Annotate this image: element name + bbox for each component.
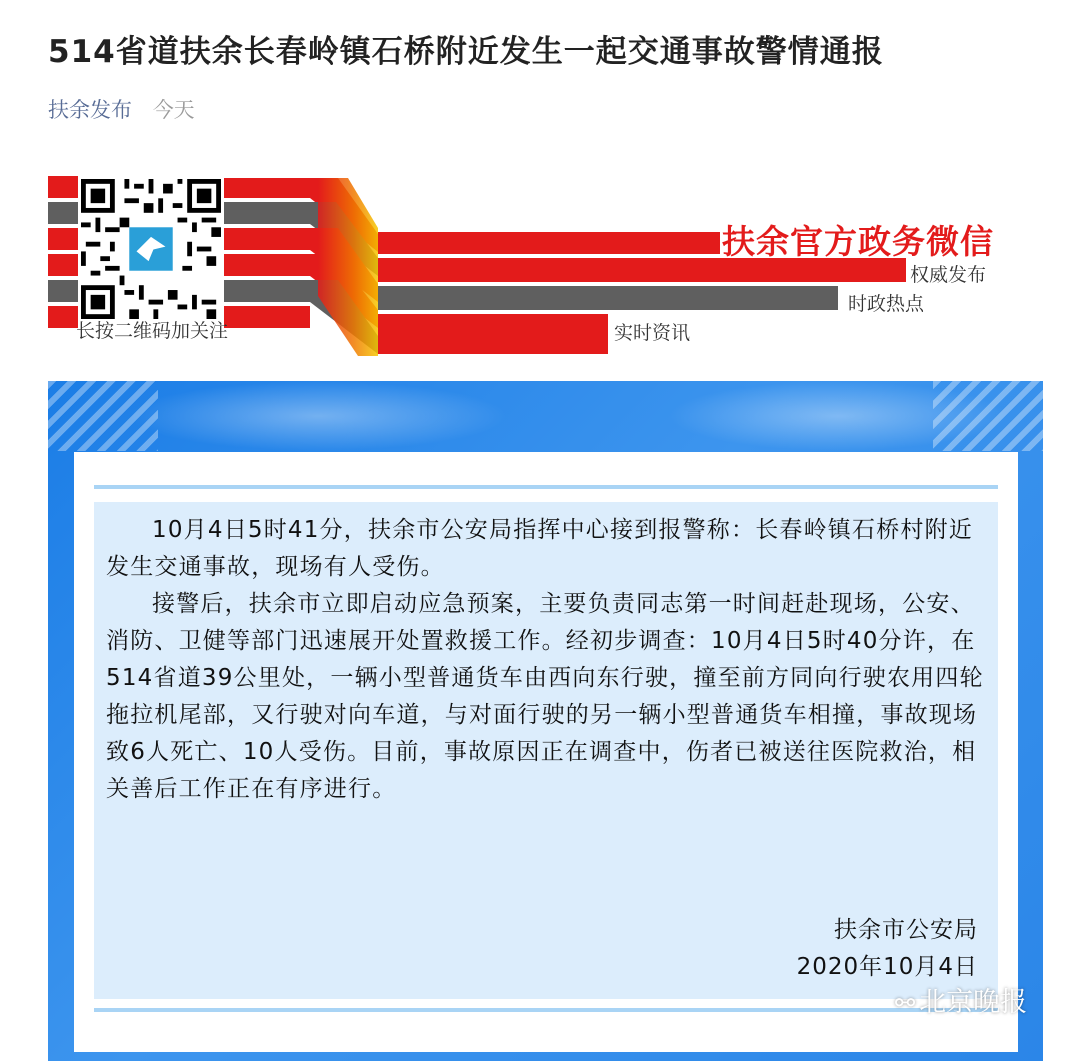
- banner-tag-authority: 权威发布: [910, 264, 987, 286]
- notice-date: 2020年10月4日: [796, 954, 978, 980]
- publish-time: 今天: [152, 98, 195, 122]
- banner-title: 扶余官方政务微信: [722, 222, 994, 261]
- notice-card: [74, 452, 1018, 1052]
- qr-code[interactable]: [78, 176, 224, 322]
- banner-tag-politics: 时政热点: [848, 293, 925, 315]
- notice-text: [106, 512, 986, 808]
- article-meta: [48, 94, 195, 124]
- wechat-icon: ⚯: [895, 989, 916, 1017]
- notice-signature-block: [797, 912, 978, 986]
- divider-bottom: [94, 1008, 998, 1012]
- banner-tag-news: 实时资讯: [614, 322, 691, 344]
- qr-code-icon: [81, 179, 221, 319]
- divider-top: [94, 485, 998, 489]
- decor-glow-right: [668, 381, 1008, 451]
- author-link[interactable]: 扶余发布: [48, 98, 132, 122]
- source-watermark: [895, 980, 1027, 1019]
- qr-caption: 长按二维码加关注: [76, 320, 229, 342]
- article-title: 514省道扶余长春岭镇石桥附近发生一起交通事故警情通报: [48, 34, 884, 70]
- banner-image[interactable]: [48, 176, 1040, 356]
- notice-signature: 扶余市公安局: [834, 917, 978, 943]
- notice-body: [94, 502, 998, 999]
- notice-paragraph: 接警后，扶余市立即启动应急预案，主要负责同志第一时间赶赴现场，公安、消防、卫健等部门迅速展开处置救援工作。经初步调查：10月4日5时40分许，在514省道39公里处，一辆小型普通货车由西向东行驶，撞至前方同向行驶农用四轮拖拉机尾部，又行驶对向车道，与对面行驶的另一辆小型普通货车相撞，事故现场致6人死亡、10人受伤。目前，事故原因正在调查中，伤者已被送往医院救治，相关善后工作正在有序进行。: [106, 591, 984, 802]
- decor-glow-left: [128, 381, 508, 451]
- notice-paragraph: 10月4日5时41分，扶余市公安局指挥中心接到报警称：长春岭镇石桥村附近发生交通事故，现场有人受伤。: [106, 517, 973, 580]
- watermark-text: 北京晚报: [919, 987, 1028, 1018]
